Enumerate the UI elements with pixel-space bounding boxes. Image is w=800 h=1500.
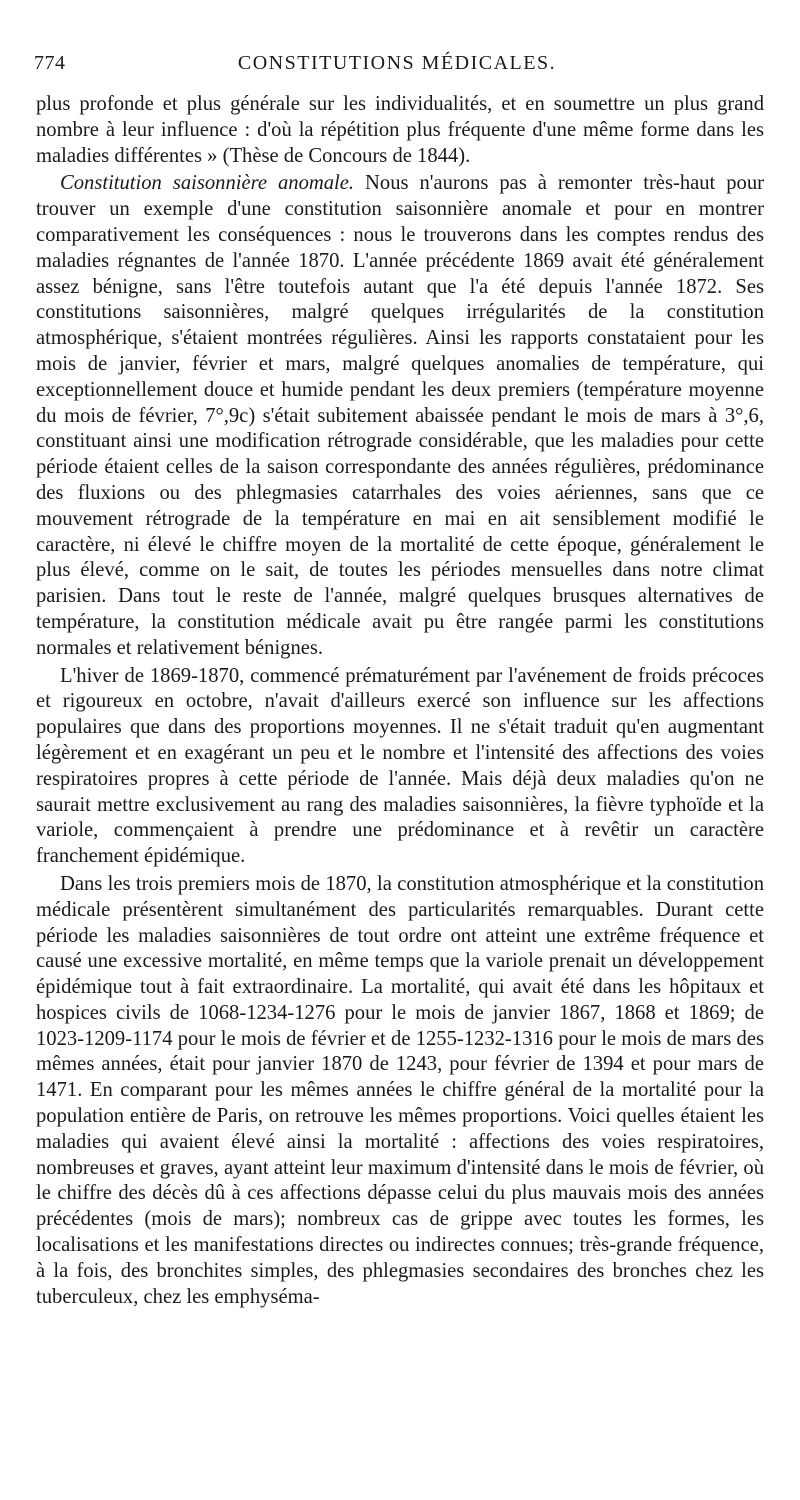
paragraph-continued bbox=[36, 92, 764, 169]
page-number: 774 bbox=[34, 52, 66, 74]
paragraph-text: plus profonde et plus générale sur les individualités, et en soumettre un plus grand nombre à leur influence : d'où la répétition plus fréquente d'une même forme dans les maladies différentes » (Thèse de Concours de 1844). bbox=[36, 93, 764, 167]
paragraph-text: Nous n'aurons pas à remonter très-haut pour trouver un exemple d'une constitution saisonnière anomale et pour en montrer comparativement les conséquences : nous le trouverons dans les comptes rendus des maladies régnantes de l'année 1870. L'année précédente 1869 avait été généralement assez bénigne, sans l'être toutefois autant que l'a été depuis l'année 1872. Ses constitutions saisonnières, malgré quelques irrégularités de la constitution atmosphérique, s'étaient montrées régulières. Ainsi les rapports constataient pour les mois de janvier, février et mars, malgré quelques anomalies de température, qui exceptionnellement douce et humide pendant les deux premiers (température moyenne du mois de février, 7°,9c) s'était subitement abaissée pendant le mois de mars à 3°,6, constituant ainsi une modification rétrograde considérable, que les maladies pour cette période étaient celles de la saison correspondante des années régulières, prédominance des fluxions ou des phlegmasies catarrhales des voies aériennes, sans que ce mouvement rétrograde de la température en mai en ait sensiblement modifié le caractère, ni élevé le chiffre moyen de la mortalité de cette époque, généralement le plus élevé, comme on le sait, de toutes les périodes mensuelles dans notre climat parisien. Dans tout le reste de l'année, malgré quelques brusques alternatives de température, la constitution médicale avait pu être rangée parmi les constitutions normales et relativement bénignes. bbox=[36, 172, 764, 659]
body-text bbox=[36, 92, 764, 1310]
paragraph-text: Dans les trois premiers mois de 1870, la constitution atmosphérique et la constitution médicale présentèrent simultanément des particularités remarquables. Durant cette période les maladies saisonnières de tout ordre ont atteint une extrême fréquence et causé une excessive mortalité, en même temps que la variole prenait un développement épidémique tout à fait extraordinaire. La mortalité, qui avait été dans les hôpitaux et hospices civils de 1068-1234-1276 pour le mois de janvier 1867, 1868 et 1869; de 1023-1209-1174 pour le mois de février et de 1255-1232-1316 pour le mois de mars des mêmes années, était pour janvier 1870 de 1243, pour février de 1394 et pour mars de 1471. En comparant pour les mêmes années le chiffre général de la mortalité pour la population entière de Paris, on retrouve les mêmes proportions. Voici quelles étaient les maladies qui avaient élevé ainsi la mortalité : affections des voies respiratoires, nombreuses et graves, ayant atteint leur maximum d'intensité dans le mois de février, où le chiffre des décès dû à ces affections dépasse celui du plus mauvais mois des années précédentes (mois de mars); nombreux cas de grippe avec toutes les formes, les localisations et les manifestations directes ou indirectes connues; très-grande fréquence, à la fois, des bronchites simples, des phlegmasies secondaires des bronches chez les tuberculeux, chez les emphyséma- bbox=[36, 872, 764, 1308]
paragraph-text: L'hiver de 1869-1870, commencé prématurément par l'avénement de froids précoces et rigoureux en octobre, n'avait d'ailleurs exercé son influence sur les affections populaires que dans des proportions moyennes. Il ne s'était traduit qu'en augmentant légèrement et en exagérant un peu et le nombre et l'intensité des affections des voies respiratoires propres à cette période de l'année. Mais déjà deux maladies qu'on ne saurait mettre exclusivement au rang des maladies saisonnières, la fièvre typhoïde et la variole, commençaient à prendre une prédominance et à revêtir un caractère franchement épidémique. bbox=[36, 664, 764, 868]
paragraph-hiver-1869-1870 bbox=[36, 664, 764, 870]
section-heading-italic: Constitution saisonnière anomale. bbox=[60, 172, 355, 195]
paragraph-trois-premiers-mois bbox=[36, 872, 764, 1311]
running-title: CONSTITUTIONS MÉDICALES. bbox=[237, 52, 557, 74]
paragraph-constitution-anomale bbox=[36, 171, 764, 661]
running-header bbox=[34, 52, 760, 82]
